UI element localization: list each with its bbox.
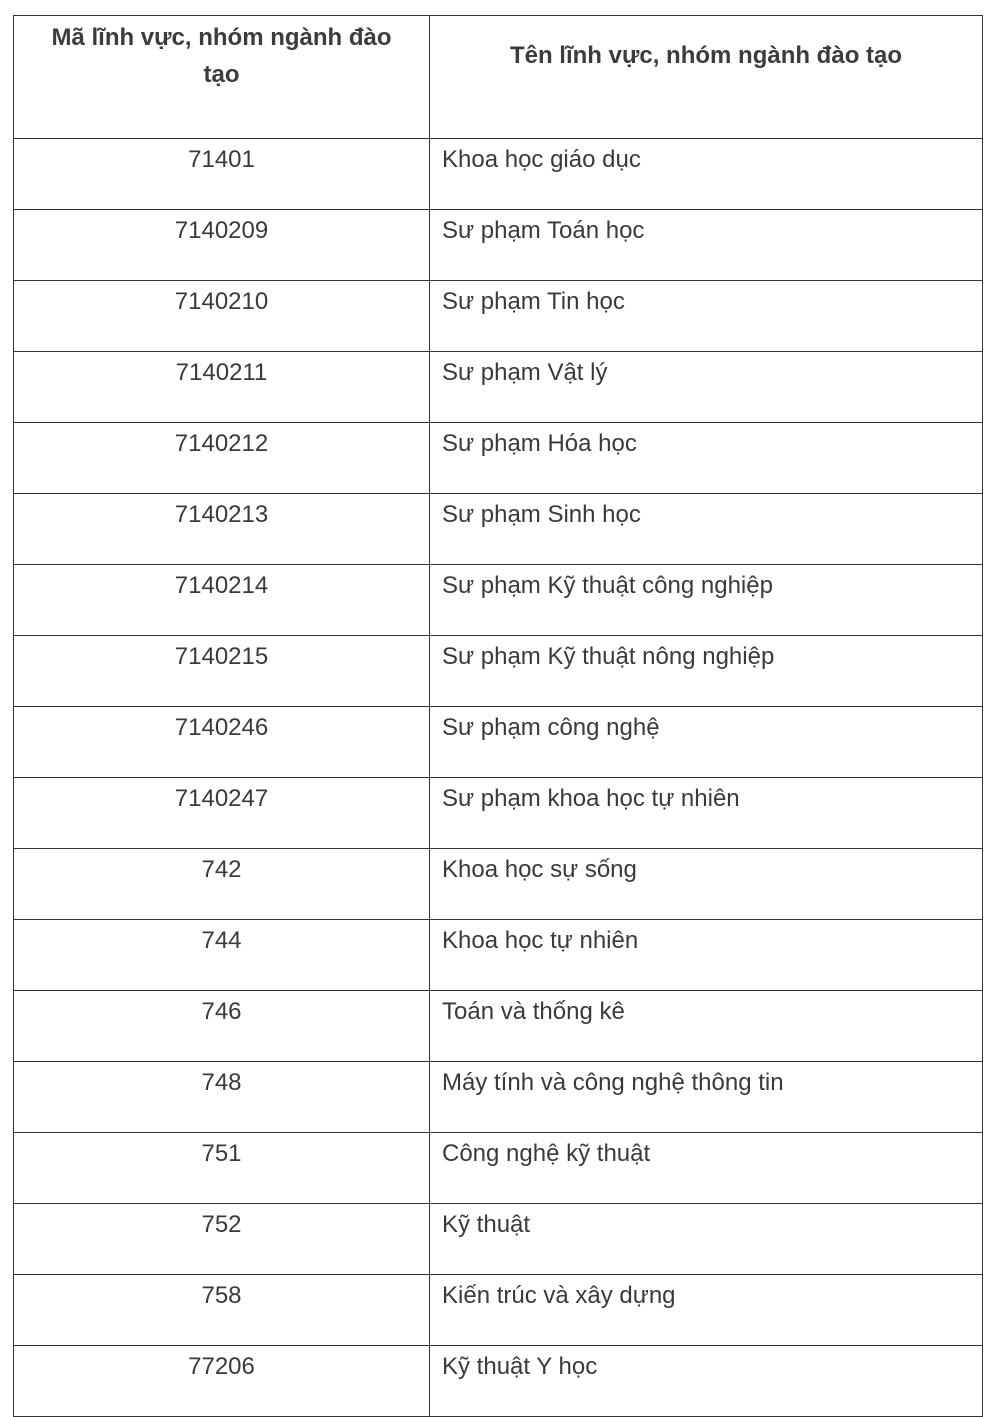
field-code-cell: 77206 — [14, 1346, 430, 1417]
field-code-cell: 7140209 — [14, 210, 430, 281]
field-name-cell: Công nghệ kỹ thuật — [430, 1133, 983, 1204]
field-name-cell: Toán và thống kê — [430, 991, 983, 1062]
field-code-cell: 748 — [14, 1062, 430, 1133]
table-row — [14, 920, 983, 991]
table-row — [14, 991, 983, 1062]
table-row — [14, 1275, 983, 1346]
field-name-cell: Khoa học tự nhiên — [430, 920, 983, 991]
field-code-cell: 7140247 — [14, 778, 430, 849]
field-name-cell: Kỹ thuật Y học — [430, 1346, 983, 1417]
training-fields-table — [13, 15, 983, 1417]
header-code: Mã lĩnh vực, nhóm ngành đào tạo — [14, 16, 430, 139]
field-code-cell: 7140214 — [14, 565, 430, 636]
field-name-cell: Sư phạm Toán học — [430, 210, 983, 281]
field-name-cell: Sư phạm Hóa học — [430, 423, 983, 494]
table-row — [14, 1204, 983, 1275]
field-name-cell: Khoa học giáo dục — [430, 139, 983, 210]
field-code-cell: 742 — [14, 849, 430, 920]
table-row — [14, 352, 983, 423]
field-code-cell: 751 — [14, 1133, 430, 1204]
field-code-cell: 7140210 — [14, 281, 430, 352]
table-header-row — [14, 16, 983, 139]
field-name-cell: Sư phạm khoa học tự nhiên — [430, 778, 983, 849]
field-code-cell: 7140213 — [14, 494, 430, 565]
training-fields-table-container — [13, 15, 982, 1417]
table-body — [14, 139, 983, 1417]
field-code-cell: 7140212 — [14, 423, 430, 494]
field-name-cell: Sư phạm Tin học — [430, 281, 983, 352]
table-row — [14, 636, 983, 707]
field-name-cell: Kiến trúc và xây dựng — [430, 1275, 983, 1346]
table-row — [14, 707, 983, 778]
field-code-cell: 71401 — [14, 139, 430, 210]
field-name-cell: Kỹ thuật — [430, 1204, 983, 1275]
field-code-cell: 7140215 — [14, 636, 430, 707]
table-row — [14, 1133, 983, 1204]
table-row — [14, 494, 983, 565]
field-name-cell: Sư phạm Vật lý — [430, 352, 983, 423]
field-name-cell: Sư phạm công nghệ — [430, 707, 983, 778]
field-code-cell: 752 — [14, 1204, 430, 1275]
field-name-cell: Sư phạm Sinh học — [430, 494, 983, 565]
field-code-cell: 7140246 — [14, 707, 430, 778]
table-row — [14, 565, 983, 636]
field-code-cell: 7140211 — [14, 352, 430, 423]
field-code-cell: 758 — [14, 1275, 430, 1346]
table-row — [14, 423, 983, 494]
table-row — [14, 210, 983, 281]
field-code-cell: 746 — [14, 991, 430, 1062]
field-name-cell: Sư phạm Kỹ thuật công nghiệp — [430, 565, 983, 636]
field-code-cell: 744 — [14, 920, 430, 991]
table-row — [14, 139, 983, 210]
field-name-cell: Máy tính và công nghệ thông tin — [430, 1062, 983, 1133]
table-row — [14, 1062, 983, 1133]
field-name-cell: Khoa học sự sống — [430, 849, 983, 920]
table-row — [14, 778, 983, 849]
table-row — [14, 849, 983, 920]
header-name: Tên lĩnh vực, nhóm ngành đào tạo — [430, 16, 983, 139]
table-row — [14, 1346, 983, 1417]
field-name-cell: Sư phạm Kỹ thuật nông nghiệp — [430, 636, 983, 707]
table-row — [14, 281, 983, 352]
